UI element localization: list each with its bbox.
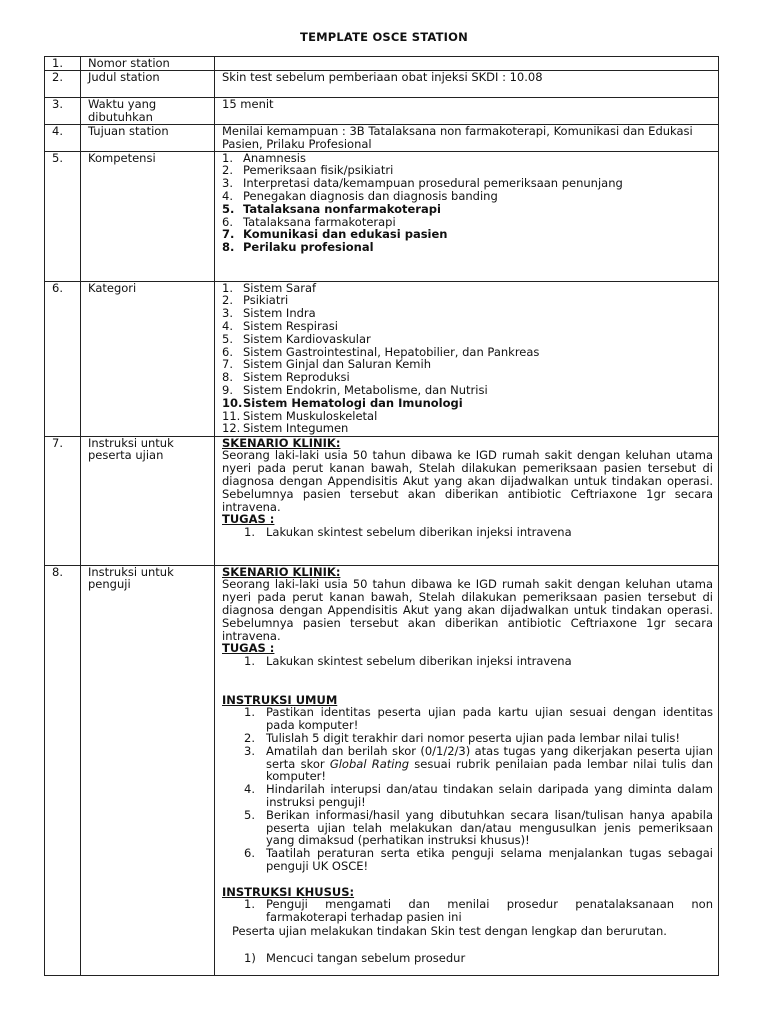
row-number: 4. [45,125,81,152]
list-item: 7. Komunikasi dan edukasi pasien [222,227,448,242]
tugas-item: 1. Lakukan skintest sebelum diberikan injeksi intravena [244,654,572,669]
skenario-text: Seorang laki-laki usia 50 tahun dibawa ke IGD rumah sakit dengan keluhan utama nyeri pada perut kanan bawah, Stelah dilakukan pemeriksaan pasien tersebut di diagnosa dengan Appendisitis Akut yang akan dijadwalkan untuk tindakan operasi. Sebelumnya pasien tersebut akan diberikan antibiotic Ceftriaxone 1gr secara intravena. [222,577,713,643]
row-number: 6. [45,281,81,436]
table-row-kategori [45,281,719,436]
table-row-nomor-station [45,57,719,71]
row-value: Skin test sebelum pemberiaan obat injeksi SKDI : 10.08 [215,71,719,98]
list-item: 3. Amatilah dan berilah skor (0/1/2/3) atas tugas yang dikerjakan peserta ujian serta skor Global Rating sesuai rubrik penilaian pada lembar nilai tulis dan komputer! [244,743,714,784]
list-item: 10. Sistem Hematologi dan Imunologi [222,395,463,410]
row-label: Instruksi untuk peserta ujian [81,436,215,565]
table-row-kompetensi [45,151,719,281]
skenario-heading: SKENARIO KLINIK: [222,564,341,579]
kompetensi-list [215,151,719,281]
list-item: 8. Sistem Reproduksi [222,370,350,385]
list-item: 1. Pastikan identitas peserta ujian pada kartu ujian sesuai dengan identitas pada komputer! [244,705,713,733]
document-title: TEMPLATE OSCE STATION [300,30,468,44]
list-item: 12. Sistem Integumen [222,421,349,436]
table-row-instruksi-peserta [45,436,719,565]
instruksi-khusus-heading: INSTRUKSI KHUSUS: [222,884,355,899]
list-item: 7. Sistem Ginjal dan Saluran Kemih [222,357,431,372]
row-value: Menilai kemampuan : 3B Tatalaksana non farmakoterapi, Komunikasi dan Edukasi Pasien, Prilaku Profesional [215,125,719,152]
list-item: 5. Berikan informasi/hasil yang dibutuhkan secara lisan/tulisan hanya apabila peserta ujian telah melakukan dan/atau mengusulkan jenis pemeriksaan yang dimaksud (perhatikan instruksi khusus)! [244,807,713,848]
list-item: 6. Tatalaksana farmakoterapi [222,214,396,229]
instruksi-penguji-content [215,565,719,975]
list-item: 6. Sistem Gastrointestinal, Hepatobilier, dan Pankreas [222,344,540,359]
row-number: 2. [45,71,81,98]
khusus-note: Peserta ujian melakukan tindakan Skin test dengan lengkap dan berurutan. [232,923,667,938]
list-item: 5. Sistem Kardiovaskular [222,331,371,346]
kategori-list [215,281,719,436]
row-number: 7. [45,436,81,565]
tugas-item: 1. Lakukan skintest sebelum diberikan injeksi intravena [244,525,572,540]
list-item: 3. Sistem Indra [222,306,316,321]
list-item: 4. Sistem Respirasi [222,318,338,333]
row-label: Nomor station [81,57,215,71]
row-number: 5. [45,151,81,281]
list-item: 4. Hindarilah interupsi dan/atau tindakan selain daripada yang diminta dalam instruksi penguji! [244,782,713,809]
list-item: 3. Interpretasi data/kemampuan prosedural pemeriksaan penunjang [222,176,623,191]
list-item: 1) Mencuci tangan sebelum prosedur [244,950,466,965]
row-number: 3. [45,98,81,125]
row-label: Judul station [81,71,215,98]
list-item: 2. Pemeriksaan fisik/psikiatri [222,163,394,178]
tugas-heading: TUGAS : [222,512,275,527]
list-item: 1. Sistem Saraf [222,280,317,295]
table-row-instruksi-penguji [45,565,719,975]
list-item: 6. Taatilah peraturan serta etika penguji selama menjalankan tugas sebagai penguji UK OSCE! [244,846,713,873]
instruksi-peserta-content [215,436,719,565]
row-label: Tujuan station [81,125,215,152]
tugas-heading: TUGAS : [222,641,275,656]
list-item: 8. Perilaku profesional [222,240,374,255]
instruksi-umum-heading: INSTRUKSI UMUM [222,692,338,707]
row-label: Kompetensi [81,151,215,281]
table-row-waktu [45,98,719,125]
row-value [215,57,719,71]
list-item: 11. Sistem Muskuloskeletal [222,408,378,423]
list-item: 4. Penegakan diagnosis dan diagnosis banding [222,188,498,203]
skenario-heading: SKENARIO KLINIK: [222,435,341,450]
skenario-text: Seorang laki-laki usia 50 tahun dibawa ke IGD rumah sakit dengan keluhan utama nyeri pada perut kanan bawah, Stelah dilakukan pemeriksaan pasien tersebut di diagnosa dengan Appendisitis Akut yang akan dijadwalkan untuk tindakan operasi. Sebelumnya pasien tersebut akan diberikan antibiotic Ceftriaxone 1gr secara intravena. [222,448,713,514]
list-item: 9. Sistem Endokrin, Metabolisme, dan Nutrisi [222,382,488,397]
row-label: Kategori [81,281,215,436]
list-item: 5. Tatalaksana nonfarmakoterapi [222,201,441,216]
list-item: 1. Penguji mengamati dan menilai prosedur penatalaksanaan non farmakoterapi terhadap pasien ini [244,897,713,925]
osce-table [44,56,719,976]
table-row-judul-station [45,71,719,98]
row-value: 15 menit [215,98,719,125]
row-label: Instruksi untuk penguji [81,565,215,975]
list-item: 2. Tulislah 5 digit terakhir dari nomor peserta ujian pada lembar nilai tulis! [244,730,680,745]
table-row-tujuan [45,125,719,152]
list-item: 1. Anamnesis [222,150,306,165]
row-number: 8. [45,565,81,975]
row-number: 1. [45,57,81,71]
list-item: 2. Psikiatri [222,293,289,308]
row-label: Waktu yang dibutuhkan [81,98,215,125]
